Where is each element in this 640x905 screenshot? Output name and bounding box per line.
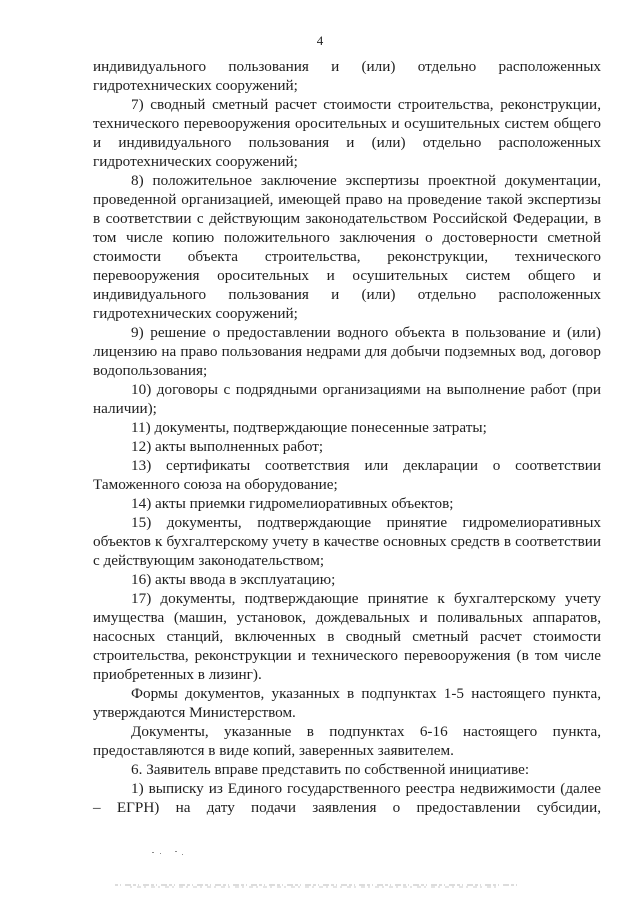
paragraph-forms: Формы документов, указанных в подпунктах 1-5 настоящего пункта, утверждаются Министерством. bbox=[93, 685, 601, 721]
document-body bbox=[93, 57, 601, 817]
page-number: 4 bbox=[316, 33, 324, 48]
list-item-16: 16) акты ввода в эксплуатацию; bbox=[131, 571, 336, 588]
list-item-9: 9) решение о предоставлении водного объекта в пользование и (или) лицензию на право пользования недрами для добычи подземных вод, договор водопользования; bbox=[93, 324, 601, 379]
list-item-8: 8) положительное заключение экспертизы проектной документации, проведенной организацией, имеющей право на проведение такой экспертизы в соответствии с действующим законодательством Российской Федерации, в том числе копию положительного заключения о достоверности сметной стоимости объекта строительства, реконструкции, технического перевооружения оросительных и осушительных систем общего и индивидуального пользования и (или) отдельно расположенных гидротехнических сооружений; bbox=[93, 172, 601, 322]
list-item-7: 7) сводный сметный расчет стоимости строительства, реконструкции, технического перевооружения оросительных и осушительных систем общего и индивидуального пользования и (или) отдельно расположенных гидротехнических сооружений; bbox=[93, 96, 601, 170]
list-item-13: 13) сертификаты соответствия или декларации о соответствии Таможенного союза на оборудование; bbox=[93, 457, 601, 493]
list-item-15: 15) документы, подтверждающие принятие гидромелиоративных объектов к бухгалтерскому учету в качестве основных средств в соответствии с действующим законодательством; bbox=[93, 514, 601, 569]
scan-noise bbox=[0, 840, 640, 905]
list-item-11: 11) документы, подтверждающие понесенные затраты; bbox=[131, 419, 487, 436]
section-6-item-1: 1) выписку из Единого государственного реестра недвижимости (далее – ЕГРН) на дату подачи заявления о предоставлении субсидии, bbox=[93, 780, 601, 816]
list-item-17: 17) документы, подтверждающие принятие к бухгалтерскому учету имущества (машин, установок, дождевальных и поливальных аппаратов, насосных станций, включенных в сводный сметный расчет стоимости строительства, реконструкции и технического перевооружения (в том числе приобретенных в лизинг). bbox=[93, 590, 601, 683]
paragraph-continuation: индивидуального пользования и (или) отдельно расположенных гидротехнических сооружений; bbox=[93, 58, 601, 94]
list-item-10: 10) договоры с подрядными организациями на выполнение работ (при наличии); bbox=[93, 381, 601, 417]
section-6-heading: 6. Заявитель вправе представить по собственной инициативе: bbox=[131, 761, 530, 778]
list-item-14: 14) акты приемки гидромелиоративных объектов; bbox=[131, 495, 454, 512]
paragraph-copies: Документы, указанные в подпунктах 6-16 настоящего пункта, предоставляются в виде копий, заверенных заявителем. bbox=[93, 723, 601, 759]
list-item-12: 12) акты выполненных работ; bbox=[131, 438, 324, 455]
